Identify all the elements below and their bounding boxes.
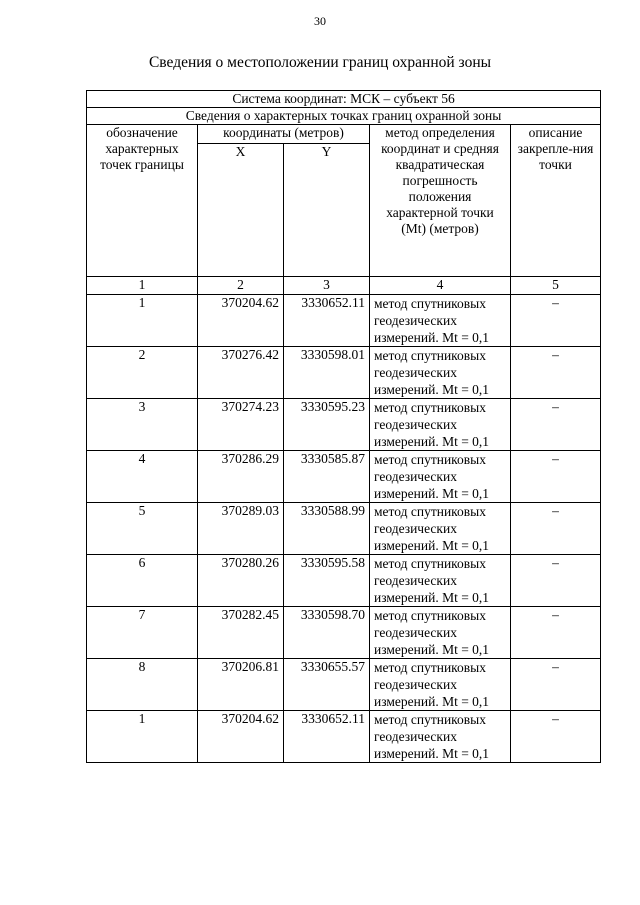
header-point: обозначение характерных точек границы	[87, 125, 198, 277]
table-row	[87, 399, 601, 451]
x-coordinate-cell: 370280.26	[198, 555, 284, 607]
method-cell: метод спутниковых геодезических измерений. Мt = 0,1	[370, 399, 511, 451]
description-cell: –	[511, 451, 601, 503]
method-cell: метод спутниковых геодезических измерений. Мt = 0,1	[370, 503, 511, 555]
table-row	[87, 659, 601, 711]
header-method: метод определения координат и средняя квадратическая погрешность положения характерной точки (Мt) (метров)	[370, 125, 511, 277]
table-row	[87, 711, 601, 763]
description-cell: –	[511, 555, 601, 607]
method-cell: метод спутниковых геодезических измерений. Мt = 0,1	[370, 711, 511, 763]
column-number: 5	[511, 277, 601, 295]
point-cell: 1	[87, 295, 198, 347]
y-coordinate-cell: 3330655.57	[284, 659, 370, 711]
description-cell: –	[511, 503, 601, 555]
y-coordinate-cell: 3330598.01	[284, 347, 370, 399]
method-cell: метод спутниковых геодезических измерений. Мt = 0,1	[370, 659, 511, 711]
x-coordinate-cell: 370274.23	[198, 399, 284, 451]
x-coordinate-cell: 370282.45	[198, 607, 284, 659]
y-coordinate-cell: 3330585.87	[284, 451, 370, 503]
point-cell: 2	[87, 347, 198, 399]
table-row	[87, 607, 601, 659]
table-row	[87, 451, 601, 503]
description-cell: –	[511, 607, 601, 659]
x-coordinate-cell: 370276.42	[198, 347, 284, 399]
description-cell: –	[511, 295, 601, 347]
method-cell: метод спутниковых геодезических измерений. Мt = 0,1	[370, 295, 511, 347]
document-title: Сведения о местоположении границ охранной зоны	[148, 54, 492, 71]
table-row	[87, 555, 601, 607]
y-coordinate-cell: 3330595.58	[284, 555, 370, 607]
x-coordinate-cell: 370206.81	[198, 659, 284, 711]
table-row	[87, 347, 601, 399]
y-coordinate-cell: 3330598.70	[284, 607, 370, 659]
point-cell: 8	[87, 659, 198, 711]
column-number: 1	[87, 277, 198, 295]
coordinate-system-cell: Система координат: МСК – субъект 56	[87, 91, 601, 108]
point-cell: 1	[87, 711, 198, 763]
y-coordinate-cell: 3330595.23	[284, 399, 370, 451]
method-cell: метод спутниковых геодезических измерений. Мt = 0,1	[370, 451, 511, 503]
method-cell: метод спутниковых геодезических измерений. Мt = 0,1	[370, 607, 511, 659]
column-number-row	[87, 277, 601, 295]
section-title-row	[87, 108, 601, 125]
point-cell: 6	[87, 555, 198, 607]
table-row	[87, 295, 601, 347]
column-number: 2	[198, 277, 284, 295]
method-cell: метод спутниковых геодезических измерений. Мt = 0,1	[370, 347, 511, 399]
header-x: X	[198, 144, 284, 277]
y-coordinate-cell: 3330652.11	[284, 295, 370, 347]
table-row	[87, 503, 601, 555]
boundary-points-table	[86, 90, 601, 763]
y-coordinate-cell: 3330652.11	[284, 711, 370, 763]
header-row	[87, 125, 601, 144]
description-cell: –	[511, 347, 601, 399]
point-cell: 3	[87, 399, 198, 451]
description-cell: –	[511, 711, 601, 763]
x-coordinate-cell: 370286.29	[198, 451, 284, 503]
column-number: 3	[284, 277, 370, 295]
x-coordinate-cell: 370289.03	[198, 503, 284, 555]
x-coordinate-cell: 370204.62	[198, 295, 284, 347]
point-cell: 4	[87, 451, 198, 503]
page-number: 30	[314, 14, 326, 28]
header-coordinates: координаты (метров)	[198, 125, 370, 144]
header-description: описание закрепле-ния точки	[511, 125, 601, 277]
x-coordinate-cell: 370204.62	[198, 711, 284, 763]
point-cell: 5	[87, 503, 198, 555]
header-y: Y	[284, 144, 370, 277]
method-cell: метод спутниковых геодезических измерений. Мt = 0,1	[370, 555, 511, 607]
description-cell: –	[511, 399, 601, 451]
description-cell: –	[511, 659, 601, 711]
y-coordinate-cell: 3330588.99	[284, 503, 370, 555]
section-title-cell: Сведения о характерных точках границ охранной зоны	[87, 108, 601, 125]
column-number: 4	[370, 277, 511, 295]
point-cell: 7	[87, 607, 198, 659]
coordinate-system-row	[87, 91, 601, 108]
